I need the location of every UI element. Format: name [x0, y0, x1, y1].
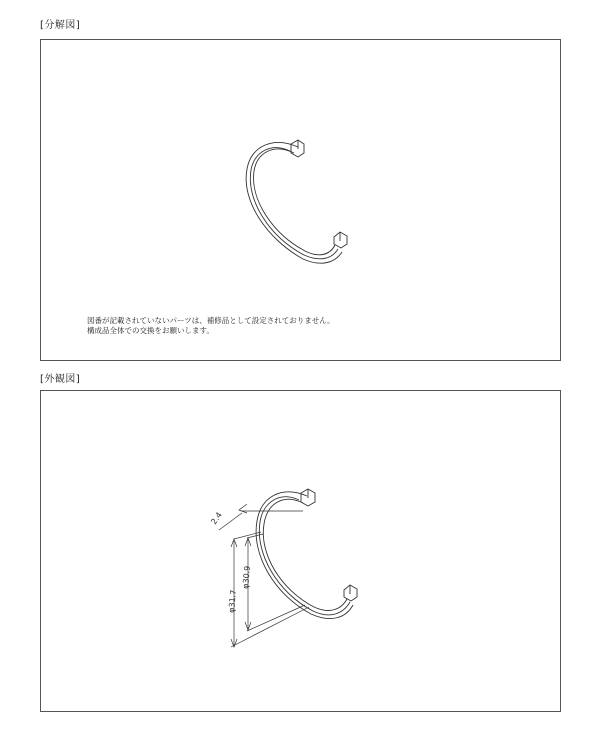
outer-diameter-extension-bottom [231, 607, 309, 647]
exterior-view-frame [40, 390, 561, 712]
outer-diameter-dimension-text: φ31.7 [227, 589, 239, 614]
exterior-view-label: [外観図] [40, 374, 81, 385]
c-ring-exploded-drawing [41, 40, 562, 362]
exploded-view-label: [分解図] [40, 20, 81, 31]
inner-diameter-extension-top [247, 534, 263, 538]
inner-diameter-dimension-text: φ30.9 [241, 565, 253, 590]
c-ring-exterior-drawing [41, 391, 562, 713]
exploded-view-note [87, 316, 335, 336]
note-line-2: 構成品全体での交換をお願いします。 [87, 326, 214, 335]
inner-diameter-extension-bottom [247, 605, 305, 631]
exploded-view-frame [40, 39, 561, 361]
note-line-1: 図番が記載されていないパーツは、補修品として設定されておりません。 [87, 316, 335, 325]
thickness-dimension-text: 2.4 [209, 510, 224, 527]
